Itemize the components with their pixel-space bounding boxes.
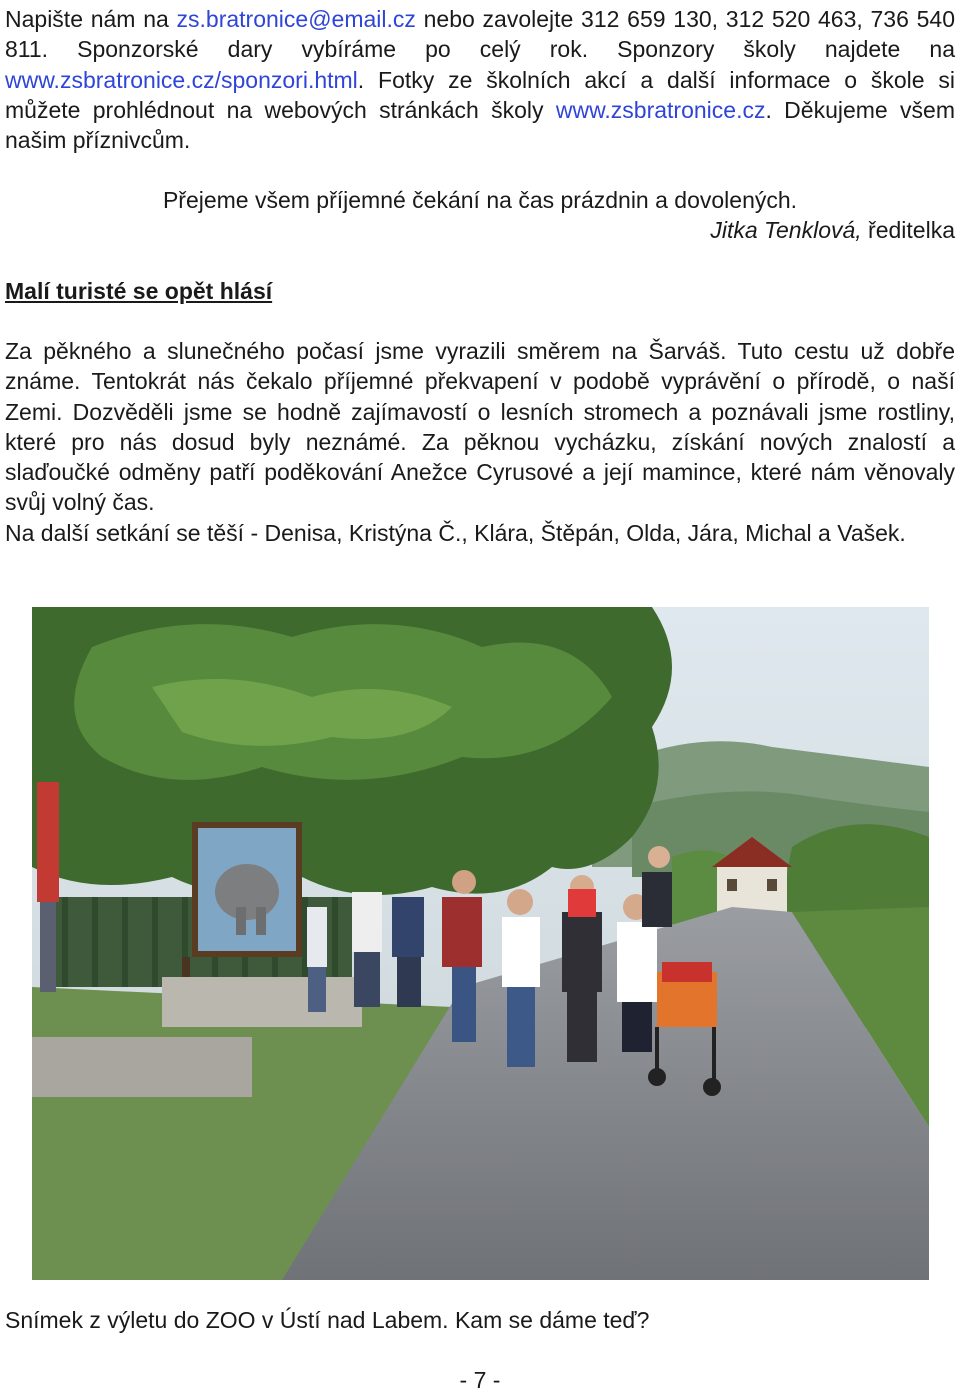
page-number: - 7 - (459, 1367, 501, 1393)
signature-role: ředitelka (861, 217, 955, 243)
contact-text-2: nebo zavolejte 312 659 130, 312 520 463, 736 540 811. Sponzorské dary vybíráme po celý rok. Sponzory školy najdete na (5, 6, 955, 63)
sponsors-link[interactable]: www.zsbratronice.cz/sponzori.html (5, 66, 358, 93)
school-website-link[interactable]: www.zsbratronice.cz (555, 96, 766, 123)
contact-text-4: . Děkujeme všem našim příznivcům. (5, 96, 956, 154)
signature-name: Jitka Tenklová, (710, 217, 862, 243)
contact-paragraph (5, 4, 955, 155)
wishes-line: Přejeme všem příjemné čekání na čas prázdnin a dovolených. (162, 187, 798, 213)
contact-text-1: Napište nám na (5, 6, 177, 32)
signature (710, 215, 955, 245)
trip-photo (32, 607, 929, 1280)
article-heading: Malí turisté se opět hlásí (5, 278, 273, 304)
contact-text-3: . Fotky ze školních akcí a další informace o škole si můžete prohlédnout na webových stránkách školy (5, 66, 955, 123)
photo-illustration (32, 607, 929, 1280)
email-link[interactable]: zs.bratronice@email.cz (176, 6, 416, 32)
photo-caption: Snímek z výletu do ZOO v Ústí nad Labem. Kam se dáme teď? (5, 1307, 650, 1333)
article-body (5, 336, 955, 548)
article-closing: Na další setkání se těší - Denisa, Kristýna Č., Klára, Štěpán, Olda, Jára, Michal a Vašek. (5, 519, 906, 546)
article-body-text: Za pěkného a slunečného počasí jsme vyrazili směrem na Šarváš. Tuto cestu už dobře známe. Tentokrát nás čekalo příjemné překvapení v podobě vyprávění o přírodě, o naší Zemi. Dozvěděli jsme se hodně zajímavostí o lesních stromech a poznávali jsme rostliny, které pro nás dosud byly neznámé. Za pěknou vycházku, získání nových znalostí a slaďoučké odměny patří poděkování Anežce Cyrusové a její mamince, které nám věnovaly svůj volný čas. (5, 338, 955, 516)
